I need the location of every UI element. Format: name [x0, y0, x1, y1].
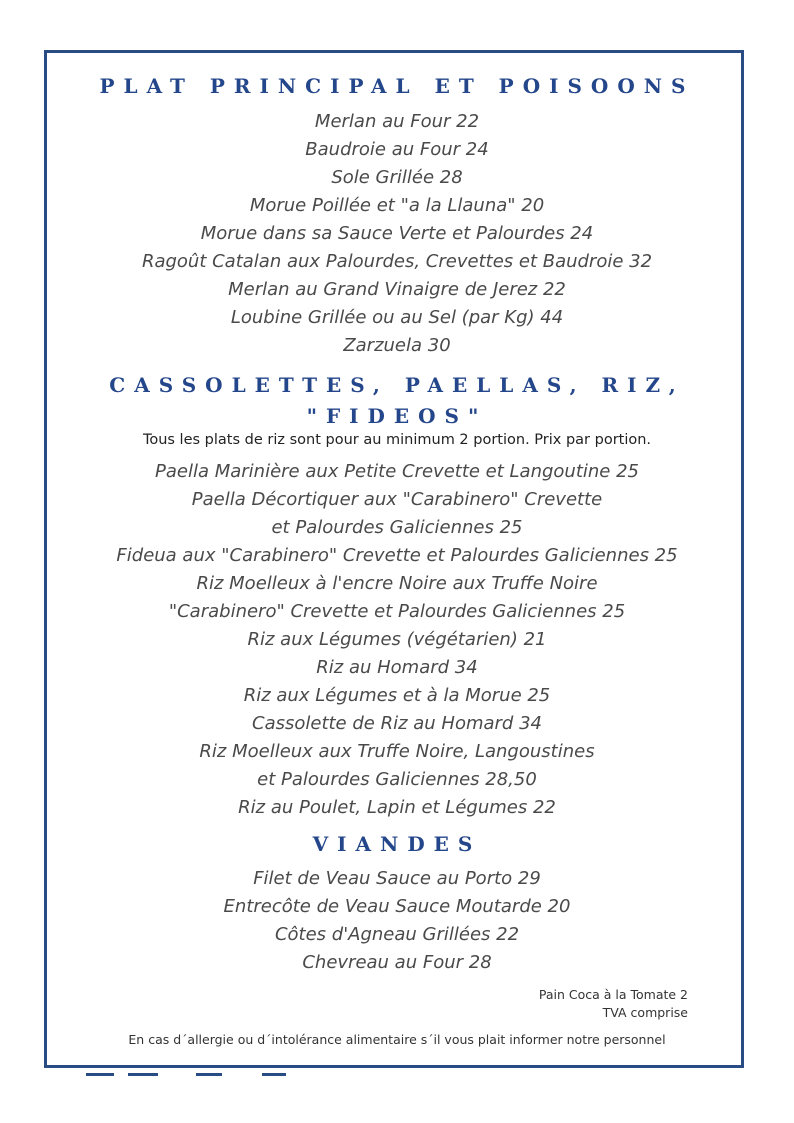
- menu-item: Zarzuela 30: [343, 335, 451, 356]
- menu-item: Riz aux Légumes (végétarien) 21: [247, 629, 547, 650]
- menu-item: Riz aux Légumes et à la Morue 25: [243, 685, 551, 706]
- menu-item: Baudroie au Four 24: [305, 139, 489, 160]
- menu-item: Merlan au Four 22: [314, 111, 480, 132]
- menu-item: Riz au Homard 34: [316, 657, 478, 678]
- menu-item: Sole Grillée 28: [331, 167, 463, 188]
- bread-note: Pain Coca à la Tomate 2: [538, 987, 688, 1002]
- menu-item: Morue Poillée et "a la Llauna" 20: [249, 195, 545, 216]
- menu-item: Chevreau au Four 28: [302, 952, 492, 973]
- section-title-continued: "FIDEOS": [306, 404, 488, 428]
- menu-item: Paella Décortiquer aux "Carabinero" Crevette: [191, 489, 603, 510]
- section-viandes: [44, 832, 750, 856]
- menu-item: Ragoût Catalan aux Palourdes, Crevettes et Baudroie 32: [141, 251, 653, 272]
- menu-item: Côtes d'Agneau Grillées 22: [274, 924, 520, 945]
- rice-note-wrap: [44, 430, 750, 450]
- menu-item: Riz au Poulet, Lapin et Légumes 22: [238, 797, 556, 818]
- menu-item: Riz Moelleux à l'encre Noire aux Truffe Noire: [196, 573, 598, 594]
- section-plat-principal: [44, 74, 750, 98]
- menu-item: et Palourdes Galiciennes 25: [271, 517, 523, 538]
- section-title: PLAT PRINCIPAL ET POISOONS: [99, 74, 695, 98]
- section-cassolettes: [44, 369, 750, 431]
- menu-item: Entrecôte de Veau Sauce Moutarde 20: [223, 896, 571, 917]
- menu-item: Paella Marinière aux Petite Crevette et Langoutine 25: [154, 461, 640, 482]
- section-title: CASSOLETTES, PAELLAS, RIZ,: [109, 373, 685, 397]
- rice-note: Tous les plats de riz sont pour au minimum 2 portion. Prix par portion.: [142, 432, 652, 448]
- menu-item: Riz Moelleux aux Truffe Noire, Langoustines: [199, 741, 595, 762]
- border-tick: [128, 1073, 158, 1076]
- footer-notes: [539, 986, 688, 1022]
- border-tick: [86, 1073, 114, 1076]
- border-tick: [196, 1073, 222, 1076]
- menu-item: Merlan au Grand Vinaigre de Jerez 22: [228, 279, 566, 300]
- section-plat-principal-items: [44, 108, 750, 360]
- section-title: VIANDES: [312, 832, 482, 856]
- menu-item: Morue dans sa Sauce Verte et Palourdes 24: [200, 223, 594, 244]
- section-viandes-items: [44, 865, 750, 977]
- menu-item: Fideua aux "Carabinero" Crevette et Palourdes Galiciennes 25: [116, 545, 678, 566]
- allergy-note: En cas d´allergie ou d´intolérance alimentaire s´il vous plait informer notre personnel: [128, 1032, 666, 1047]
- menu-item: Loubine Grillée ou au Sel (par Kg) 44: [230, 307, 564, 328]
- allergy-note-wrap: [44, 1031, 750, 1049]
- menu-item: Cassolette de Riz au Homard 34: [252, 713, 542, 734]
- section-cassolettes-items: [44, 458, 750, 822]
- border-tick: [262, 1073, 286, 1076]
- menu-item: et Palourdes Galiciennes 28,50: [257, 769, 537, 790]
- menu-item: "Carabinero" Crevette et Palourdes Galiciennes 25: [168, 601, 626, 622]
- vat-note: TVA comprise: [602, 1005, 688, 1020]
- menu-item: Filet de Veau Sauce au Porto 29: [253, 868, 541, 889]
